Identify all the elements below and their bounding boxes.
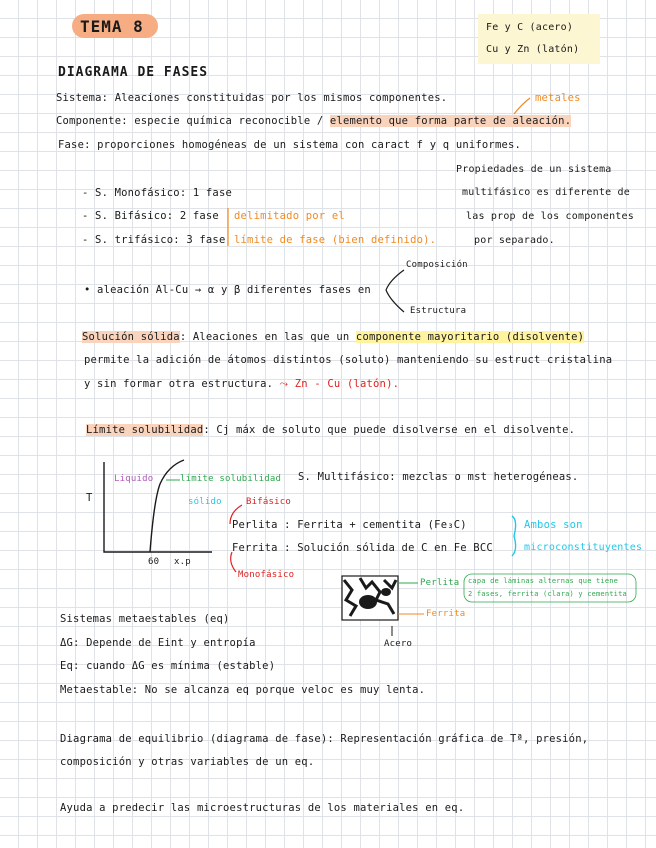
solucion-highlight: componente mayoritario (disolvente)	[355, 331, 585, 343]
corner-note-line2: Cu y Zn (latón)	[486, 44, 580, 55]
micro-perlita-note2: 2 fases, ferrita (clara) y cementita	[468, 590, 627, 598]
graph-y-label: T	[86, 492, 93, 504]
monofasico-arrow	[231, 552, 236, 572]
metaestables-line2: ΔG: Depende de Eint y entropía	[60, 637, 256, 649]
ambos-line1: Ambos son	[524, 519, 583, 531]
page-title: TEMA 8	[80, 17, 144, 36]
solucion-line3-text: y sin formar otra estructura.	[84, 378, 274, 390]
metales-arrow	[514, 98, 530, 114]
graph-x-tick: 60	[148, 557, 160, 567]
tipo-trifasico: - S. trifásico: 3 fase	[82, 234, 226, 246]
sistema-definition: Sistema: Aleaciones constituidas por los mismos componentes.	[56, 92, 448, 104]
solucion-line2: permite la adición de átomos distintos (soluto) manteniendo su estruct cristalina	[84, 354, 613, 366]
solucion-example: ⤳ Zn - Cu (latón).	[279, 378, 400, 390]
graph-x-label: x.p	[174, 557, 191, 567]
estructura-label: Estructura	[410, 306, 467, 316]
ayuda-line: Ayuda a predecir las microestructuras de los materiales en eq.	[60, 802, 465, 814]
tipo-bifasico: - S. Bifásico: 2 fase	[82, 210, 219, 222]
limite-text: : Cj máx de soluto que puede disolverse en el disolvente.	[203, 424, 576, 436]
metaestables-line1: Sistemas metaestables (eq)	[60, 613, 230, 625]
propiedades-line3: las prop de los componentes	[466, 211, 634, 222]
micro-acero-label: Acero	[384, 639, 413, 649]
componente-highlight: elemento que forma parte de aleación.	[329, 115, 572, 127]
corner-note-line1: Fe y C (acero)	[486, 22, 574, 33]
ferrita-definition: Ferrita : Solución sólida de C en Fe BCC	[232, 542, 493, 554]
metales-note: metales	[535, 92, 581, 104]
solucion-term: Solución sólida	[82, 331, 180, 343]
aleacion-note: • aleación Al-Cu → α y β diferentes fases en	[84, 284, 371, 296]
propiedades-line1: Propiedades de un sistema	[456, 164, 612, 175]
diagrama-equilibrio-line1: Diagrama de equilibrio (diagrama de fase): Representación gráfica de Tª, presión,	[60, 733, 589, 745]
composicion-bracket	[386, 270, 404, 312]
propiedades-line2: multifásico es diferente de	[462, 187, 630, 198]
ambos-brace	[512, 516, 516, 556]
tipo-monofasico: - S. Monofásico: 1 fase	[82, 187, 232, 199]
fase-definition: Fase: proporciones homogéneas de un sistema con caract f y q uniformes.	[58, 139, 522, 151]
graph-region-left: Liquido	[114, 474, 154, 484]
micro-ferrita-label: Ferrita	[426, 609, 466, 619]
componente-text: Componente: especie química reconocible /	[56, 115, 324, 127]
metaestables-line3: Eq: cuando ΔG es mínima (estable)	[60, 660, 276, 672]
section-heading: DIAGRAMA DE FASES	[58, 65, 209, 80]
micro-perlita-label: Perlita	[420, 578, 460, 588]
solubility-curve	[150, 460, 184, 552]
ambos-line2: microconstituyentes	[524, 542, 643, 553]
diagrama-equilibrio-line2: composición y otras variables de un eq.	[60, 756, 315, 768]
perlita-definition: Perlita : Ferrita + cementita (Fe₃C)	[232, 519, 467, 531]
metaestables-line4: Metaestable: No se alcanza eq porque veloc es muy lenta.	[60, 684, 426, 696]
limite-term: Límite solubilidad	[86, 424, 204, 436]
monofasico-label: Monofásico	[238, 570, 295, 580]
composicion-label: Composición	[406, 260, 468, 270]
propiedades-line4: por separado.	[474, 235, 555, 246]
micro-perlita-note1: capa de láminas alternas que tiene	[468, 577, 619, 585]
graph-region-right: sólido	[188, 497, 222, 507]
multifasico-definition: S. Multifásico: mezclas o mst heterogéneas.	[298, 471, 579, 483]
delimitado-line1: delimitado por el	[234, 210, 345, 222]
solucion-text: : Aleaciones en las que un	[179, 331, 350, 343]
delimitado-line2: límite de fase (bien definido).	[234, 234, 437, 246]
bifasico-label: Bifásico	[246, 497, 291, 507]
graph-curve-label: límite solubilidad	[180, 474, 282, 484]
